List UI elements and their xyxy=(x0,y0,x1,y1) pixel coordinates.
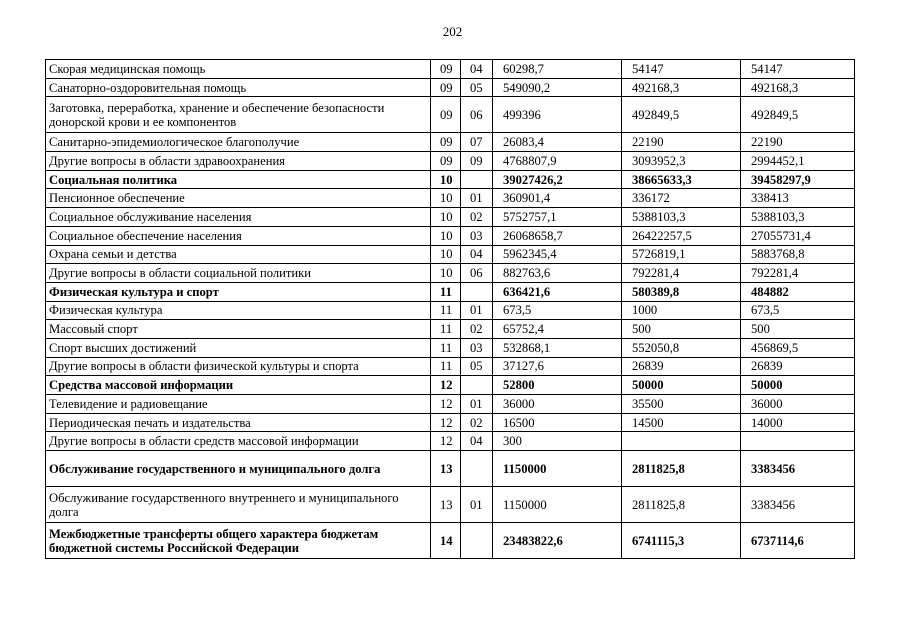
amount-year3-cell: 2994452,1 xyxy=(741,152,855,171)
amount-year2-cell: 580389,8 xyxy=(622,282,741,301)
amount-year2-cell: 5388103,3 xyxy=(622,208,741,227)
budget-table xyxy=(45,59,855,559)
subsection-code-cell: 01 xyxy=(461,301,493,320)
amount-year1-cell: 36000 xyxy=(493,395,622,414)
section-code-cell: 09 xyxy=(431,60,461,79)
amount-year2-cell: 6741115,3 xyxy=(622,523,741,559)
amount-year3-cell: 5388103,3 xyxy=(741,208,855,227)
subsection-code-cell: 07 xyxy=(461,133,493,152)
subsection-code-cell xyxy=(461,282,493,301)
amount-year2-cell: 38665633,3 xyxy=(622,170,741,189)
table-row xyxy=(46,226,855,245)
amount-year2-cell: 50000 xyxy=(622,376,741,395)
subsection-code-cell: 04 xyxy=(461,245,493,264)
section-code-cell: 11 xyxy=(431,282,461,301)
amount-year1-cell: 60298,7 xyxy=(493,60,622,79)
subsection-code-cell: 02 xyxy=(461,413,493,432)
amount-year1-cell: 5962345,4 xyxy=(493,245,622,264)
section-code-cell: 10 xyxy=(431,264,461,283)
amount-year1-cell: 300 xyxy=(493,432,622,451)
section-code-cell: 12 xyxy=(431,413,461,432)
amount-year3-cell: 456869,5 xyxy=(741,338,855,357)
row-name-cell: Обслуживание государственного внутреннего и муниципального долга xyxy=(46,487,431,523)
subsection-code-cell: 05 xyxy=(461,78,493,97)
section-code-cell: 12 xyxy=(431,432,461,451)
amount-year2-cell: 26422257,5 xyxy=(622,226,741,245)
amount-year1-cell: 1150000 xyxy=(493,487,622,523)
amount-year3-cell: 492168,3 xyxy=(741,78,855,97)
table-row xyxy=(46,208,855,227)
row-name-cell: Социальное обслуживание населения xyxy=(46,208,431,227)
row-name-cell: Заготовка, переработка, хранение и обеспечение безопасности донорской крови и ее компонентов xyxy=(46,97,431,133)
subsection-code-cell: 06 xyxy=(461,97,493,133)
section-code-cell: 10 xyxy=(431,245,461,264)
amount-year3-cell: 484882 xyxy=(741,282,855,301)
row-name-cell: Телевидение и радиовещание xyxy=(46,395,431,414)
subsection-code-cell: 03 xyxy=(461,338,493,357)
row-name-cell: Охрана семьи и детства xyxy=(46,245,431,264)
amount-year2-cell: 26839 xyxy=(622,357,741,376)
section-code-cell: 11 xyxy=(431,320,461,339)
table-row xyxy=(46,395,855,414)
table-row xyxy=(46,60,855,79)
row-name-cell: Спорт высших достижений xyxy=(46,338,431,357)
amount-year2-cell: 35500 xyxy=(622,395,741,414)
section-code-cell: 09 xyxy=(431,133,461,152)
amount-year3-cell: 22190 xyxy=(741,133,855,152)
subsection-code-cell: 05 xyxy=(461,357,493,376)
table-row xyxy=(46,338,855,357)
amount-year1-cell: 4768807,9 xyxy=(493,152,622,171)
amount-year3-cell: 3383456 xyxy=(741,451,855,487)
amount-year3-cell: 14000 xyxy=(741,413,855,432)
section-code-cell: 12 xyxy=(431,376,461,395)
amount-year2-cell: 336172 xyxy=(622,189,741,208)
section-code-cell: 10 xyxy=(431,226,461,245)
subsection-code-cell xyxy=(461,170,493,189)
amount-year3-cell: 6737114,6 xyxy=(741,523,855,559)
row-name-cell: Обслуживание государственного и муниципального долга xyxy=(46,451,431,487)
row-name-cell: Санаторно-оздоровительная помощь xyxy=(46,78,431,97)
subsection-code-cell: 02 xyxy=(461,208,493,227)
table-row xyxy=(46,152,855,171)
section-code-cell: 14 xyxy=(431,523,461,559)
row-name-cell: Социальная политика xyxy=(46,170,431,189)
row-name-cell: Межбюджетные трансферты общего характера бюджетам бюджетной системы Российской Федерации xyxy=(46,523,431,559)
section-code-cell: 11 xyxy=(431,301,461,320)
table-row xyxy=(46,357,855,376)
section-code-cell: 10 xyxy=(431,170,461,189)
section-code-cell: 12 xyxy=(431,395,461,414)
amount-year2-cell: 552050,8 xyxy=(622,338,741,357)
amount-year1-cell: 52800 xyxy=(493,376,622,395)
table-row xyxy=(46,189,855,208)
table-row xyxy=(46,487,855,523)
amount-year2-cell: 792281,4 xyxy=(622,264,741,283)
table-row xyxy=(46,301,855,320)
row-name-cell: Физическая культура xyxy=(46,301,431,320)
section-code-cell: 10 xyxy=(431,208,461,227)
amount-year1-cell: 499396 xyxy=(493,97,622,133)
row-name-cell: Другие вопросы в области средств массовой информации xyxy=(46,432,431,451)
amount-year3-cell: 338413 xyxy=(741,189,855,208)
row-name-cell: Средства массовой информации xyxy=(46,376,431,395)
amount-year1-cell: 26083,4 xyxy=(493,133,622,152)
row-name-cell: Другие вопросы в области физической культуры и спорта xyxy=(46,357,431,376)
amount-year2-cell: 22190 xyxy=(622,133,741,152)
table-row xyxy=(46,413,855,432)
row-name-cell: Другие вопросы в области социальной политики xyxy=(46,264,431,283)
table-row xyxy=(46,282,855,301)
table-row xyxy=(46,320,855,339)
amount-year1-cell: 636421,6 xyxy=(493,282,622,301)
subsection-code-cell: 06 xyxy=(461,264,493,283)
amount-year3-cell: 39458297,9 xyxy=(741,170,855,189)
table-row xyxy=(46,245,855,264)
amount-year3-cell: 3383456 xyxy=(741,487,855,523)
amount-year3-cell: 54147 xyxy=(741,60,855,79)
amount-year1-cell: 360901,4 xyxy=(493,189,622,208)
amount-year3-cell: 50000 xyxy=(741,376,855,395)
amount-year3-cell: 500 xyxy=(741,320,855,339)
row-name-cell: Физическая культура и спорт xyxy=(46,282,431,301)
row-name-cell: Социальное обеспечение населения xyxy=(46,226,431,245)
table-row xyxy=(46,133,855,152)
subsection-code-cell: 02 xyxy=(461,320,493,339)
amount-year3-cell: 26839 xyxy=(741,357,855,376)
page-number: 202 xyxy=(442,24,463,39)
amount-year3-cell xyxy=(741,432,855,451)
subsection-code-cell: 09 xyxy=(461,152,493,171)
table-row xyxy=(46,170,855,189)
amount-year2-cell: 492168,3 xyxy=(622,78,741,97)
amount-year1-cell: 39027426,2 xyxy=(493,170,622,189)
amount-year1-cell: 16500 xyxy=(493,413,622,432)
amount-year3-cell: 5883768,8 xyxy=(741,245,855,264)
amount-year1-cell: 532868,1 xyxy=(493,338,622,357)
amount-year1-cell: 882763,6 xyxy=(493,264,622,283)
subsection-code-cell: 03 xyxy=(461,226,493,245)
amount-year2-cell: 500 xyxy=(622,320,741,339)
table-row xyxy=(46,264,855,283)
table-row xyxy=(46,97,855,133)
amount-year3-cell: 673,5 xyxy=(741,301,855,320)
amount-year3-cell: 792281,4 xyxy=(741,264,855,283)
amount-year1-cell: 549090,2 xyxy=(493,78,622,97)
subsection-code-cell: 04 xyxy=(461,60,493,79)
table-row xyxy=(46,523,855,559)
amount-year1-cell: 5752757,1 xyxy=(493,208,622,227)
section-code-cell: 09 xyxy=(431,152,461,171)
table-row xyxy=(46,78,855,97)
row-name-cell: Скорая медицинская помощь xyxy=(46,60,431,79)
amount-year2-cell: 1000 xyxy=(622,301,741,320)
amount-year2-cell: 3093952,3 xyxy=(622,152,741,171)
section-code-cell: 09 xyxy=(431,97,461,133)
amount-year2-cell xyxy=(622,432,741,451)
row-name-cell: Периодическая печать и издательства xyxy=(46,413,431,432)
section-code-cell: 10 xyxy=(431,189,461,208)
row-name-cell: Другие вопросы в области здравоохранения xyxy=(46,152,431,171)
amount-year1-cell: 673,5 xyxy=(493,301,622,320)
amount-year2-cell: 14500 xyxy=(622,413,741,432)
amount-year1-cell: 37127,6 xyxy=(493,357,622,376)
amount-year2-cell: 2811825,8 xyxy=(622,487,741,523)
row-name-cell: Санитарно-эпидемиологическое благополучие xyxy=(46,133,431,152)
amount-year1-cell: 65752,4 xyxy=(493,320,622,339)
section-code-cell: 09 xyxy=(431,78,461,97)
amount-year3-cell: 492849,5 xyxy=(741,97,855,133)
subsection-code-cell: 01 xyxy=(461,189,493,208)
amount-year1-cell: 1150000 xyxy=(493,451,622,487)
subsection-code-cell: 01 xyxy=(461,395,493,414)
amount-year2-cell: 492849,5 xyxy=(622,97,741,133)
row-name-cell: Пенсионное обеспечение xyxy=(46,189,431,208)
row-name-cell: Массовый спорт xyxy=(46,320,431,339)
subsection-code-cell: 01 xyxy=(461,487,493,523)
section-code-cell: 13 xyxy=(431,487,461,523)
table-row xyxy=(46,432,855,451)
amount-year1-cell: 23483822,6 xyxy=(493,523,622,559)
subsection-code-cell xyxy=(461,451,493,487)
budget-table-body xyxy=(46,60,855,559)
section-code-cell: 13 xyxy=(431,451,461,487)
amount-year2-cell: 5726819,1 xyxy=(622,245,741,264)
amount-year1-cell: 26068658,7 xyxy=(493,226,622,245)
amount-year3-cell: 27055731,4 xyxy=(741,226,855,245)
amount-year2-cell: 54147 xyxy=(622,60,741,79)
amount-year3-cell: 36000 xyxy=(741,395,855,414)
table-row xyxy=(46,451,855,487)
amount-year2-cell: 2811825,8 xyxy=(622,451,741,487)
section-code-cell: 11 xyxy=(431,338,461,357)
subsection-code-cell xyxy=(461,376,493,395)
subsection-code-cell: 04 xyxy=(461,432,493,451)
section-code-cell: 11 xyxy=(431,357,461,376)
subsection-code-cell xyxy=(461,523,493,559)
table-row xyxy=(46,376,855,395)
